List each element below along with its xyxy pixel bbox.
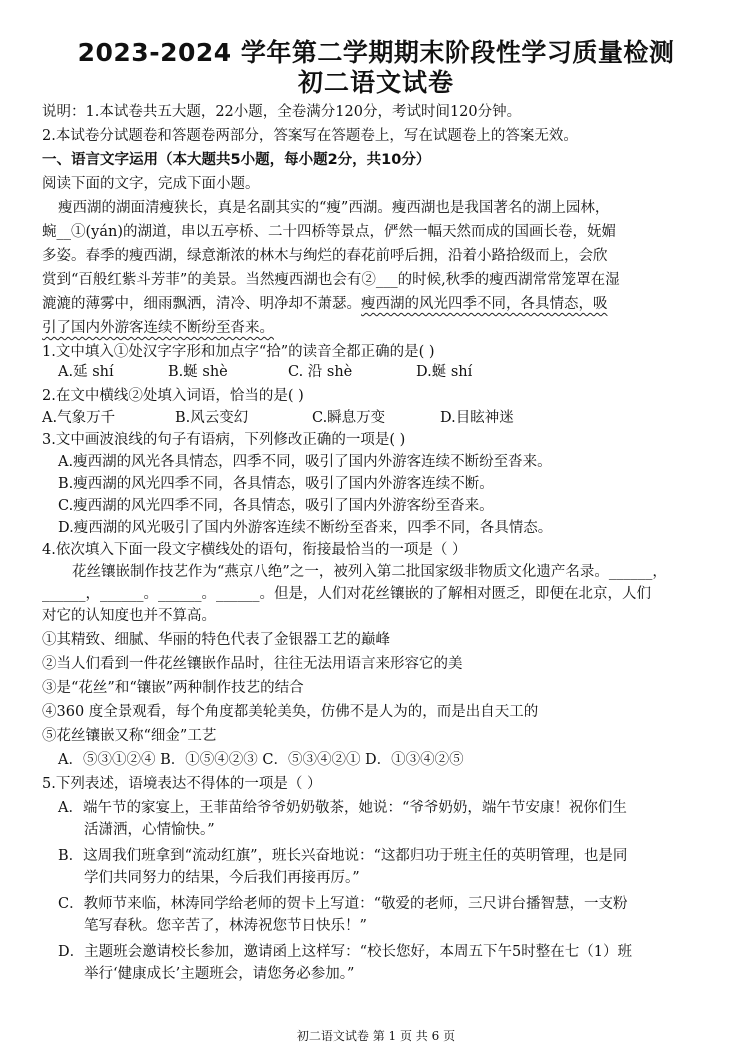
page-footer: 初二语文试卷 第 1 页 共 6 页 — [296, 1029, 456, 1043]
question-5-option: C．教师节来临，林涛同学给老师的贺卡上写道：“敬爱的老师，三尺讲台播智慧，一支粉 — [58, 896, 628, 912]
question-1-stem: 1.文中填入①处汉字字形和加点字“拾”的读音全都正确的是( ) — [42, 344, 435, 360]
option: A.延 shí — [58, 364, 114, 380]
passage-line — [42, 294, 608, 314]
question-5-option-cont: 举行‘健康成长’主题班会，请您务必参加。” — [84, 966, 355, 982]
question-3-option: C.瘦西湖的风光四季不同，各具情态，吸引了国内外游客纷至沓来。 — [58, 498, 494, 514]
option: B.蜒 shè — [168, 364, 228, 380]
passage-line — [42, 318, 274, 338]
question-5-option: D．主题班会邀请校长参加，邀请函上这样写：“校长您好，本周五下午5时整在七（1）班 — [58, 944, 632, 960]
question-4-item: ①其精致、细腻、华丽的特色代表了金银器工艺的巅峰 — [42, 632, 390, 648]
exam-subtitle: 初二语文试卷 — [297, 68, 454, 97]
question-4-item: ④360 度全景观看，每个角度都美轮美奂，仿佛不是人为的，而是出自天工的 — [42, 704, 539, 720]
note-line: 2.本试卷分试题卷和答题卷两部分，答案写在答题卷上，写在试题卷上的答案无效。 — [42, 128, 578, 144]
question-5-option: B．这周我们班拿到“流动红旗”，班长兴奋地说：“这都归功于班主任的英明管理，也是同 — [58, 848, 628, 864]
question-2-options — [42, 408, 514, 428]
question-1-options — [58, 362, 472, 382]
question-3-stem: 3.文中画波浪线的句子有语病，下列修改正确的一项是( ) — [42, 432, 406, 448]
question-5-option-cont: 活潇洒，心情愉快。” — [84, 822, 215, 838]
question-4-paragraph: 花丝镶嵌制作技艺作为“燕京八绝”之一，被列入第二批国家级非物质文化遗产名录。______， — [72, 564, 667, 580]
question-5-option: A．端午节的家宴上，王菲苗给爷爷奶奶敬茶，她说：“爷爷奶奶，端午节安康！祝你们生 — [58, 800, 627, 816]
passage-line: 瘦西湖的湖面清瘦狭长，真是名副其实的“瘦”西湖。瘦西湖也是我国著名的湖上园林， — [58, 200, 610, 216]
question-4-options: A．⑤③①②④ B．①⑤④②③ C．⑤③④②① D．①③④②⑤ — [58, 752, 464, 768]
wavy-underlined-sentence: 引了国内外游客连续不断纷至沓来。 — [42, 320, 274, 336]
question-3-option: A.瘦西湖的风光各具情态，四季不同，吸引了国内外游客连续不断纷至沓来。 — [58, 454, 552, 470]
section-intro: 阅读下面的文字，完成下面小题。 — [42, 176, 260, 192]
question-5-option-cont: 笔写春秋。您辛苦了，林涛祝您节日快乐！” — [84, 918, 367, 934]
question-2-stem: 2.在文中横线②处填入词语，恰当的是( ) — [42, 388, 304, 404]
question-4-stem: 4.依次填入下面一段文字横线处的语句，衔接最恰当的一项是（ ） — [42, 542, 467, 558]
option: B.风云变幻 — [175, 410, 249, 426]
question-3-option: B.瘦西湖的风光四季不同，各具情态，吸引了国内外游客连续不断。 — [58, 476, 494, 492]
question-4-item: ⑤花丝镶嵌又称“细金”工艺 — [42, 728, 217, 744]
passage-text: 漉漉的薄雾中，细雨飘洒，清冷、明净却不萧瑟。 — [42, 296, 361, 312]
exam-title: 2023-2024 学年第二学期期末阶段性学习质量检测 — [77, 38, 675, 67]
option: C. 沿 shè — [288, 364, 353, 380]
wavy-underlined-sentence: 瘦西湖的风光四季不同，各具情态，吸 — [361, 296, 608, 312]
section-heading: 一、语言文字运用（本大题共5小题，每小题2分，共10分） — [42, 152, 431, 168]
passage-line: 多姿。春季的瘦西湖，绿意渐浓的林木与绚烂的春花前呼后拥，沿着小路拾级而上，会欣 — [42, 248, 608, 264]
question-3-option: D.瘦西湖的风光吸引了国内外游客连续不断纷至沓来，四季不同，各具情态。 — [58, 520, 553, 536]
note-line: 说明：1.本试卷共五大题，22小题，全卷满分120分，考试时间120分钟。 — [42, 104, 522, 120]
question-4-item: ②当人们看到一件花丝镶嵌作品时，往往无法用语言来形容它的美 — [42, 656, 463, 672]
passage-line: 赏到“百般红紫斗芳菲”的美景。当然瘦西湖也会有②___的时候,秋季的瘦西湖常常笼罩在湿 — [42, 272, 620, 288]
option: D.蜒 shí — [416, 364, 473, 380]
option: D.目眩神迷 — [440, 410, 514, 426]
option: C.瞬息万变 — [312, 410, 386, 426]
question-4-item: ③是“花丝”和“镶嵌”两种制作技艺的结合 — [42, 680, 304, 696]
passage-line: 蜿__①(yán)的湖道，串以五亭桥、二十四桥等景点，俨然一幅天然而成的国画长卷，妩媚 — [42, 224, 616, 240]
option: A.气象万千 — [42, 410, 116, 426]
question-4-paragraph: ______，______。______。______。但是，人们对花丝镶嵌的了解相对匮乏，即便在北京，人们 — [42, 586, 651, 602]
question-4-paragraph: 对它的认知度也并不算高。 — [42, 608, 216, 624]
question-5-stem: 5.下列表述，语境表达不得体的一项是（ ） — [42, 776, 322, 792]
question-5-option-cont: 学们共同努力的结果，今后我们再接再厉。” — [84, 870, 360, 886]
